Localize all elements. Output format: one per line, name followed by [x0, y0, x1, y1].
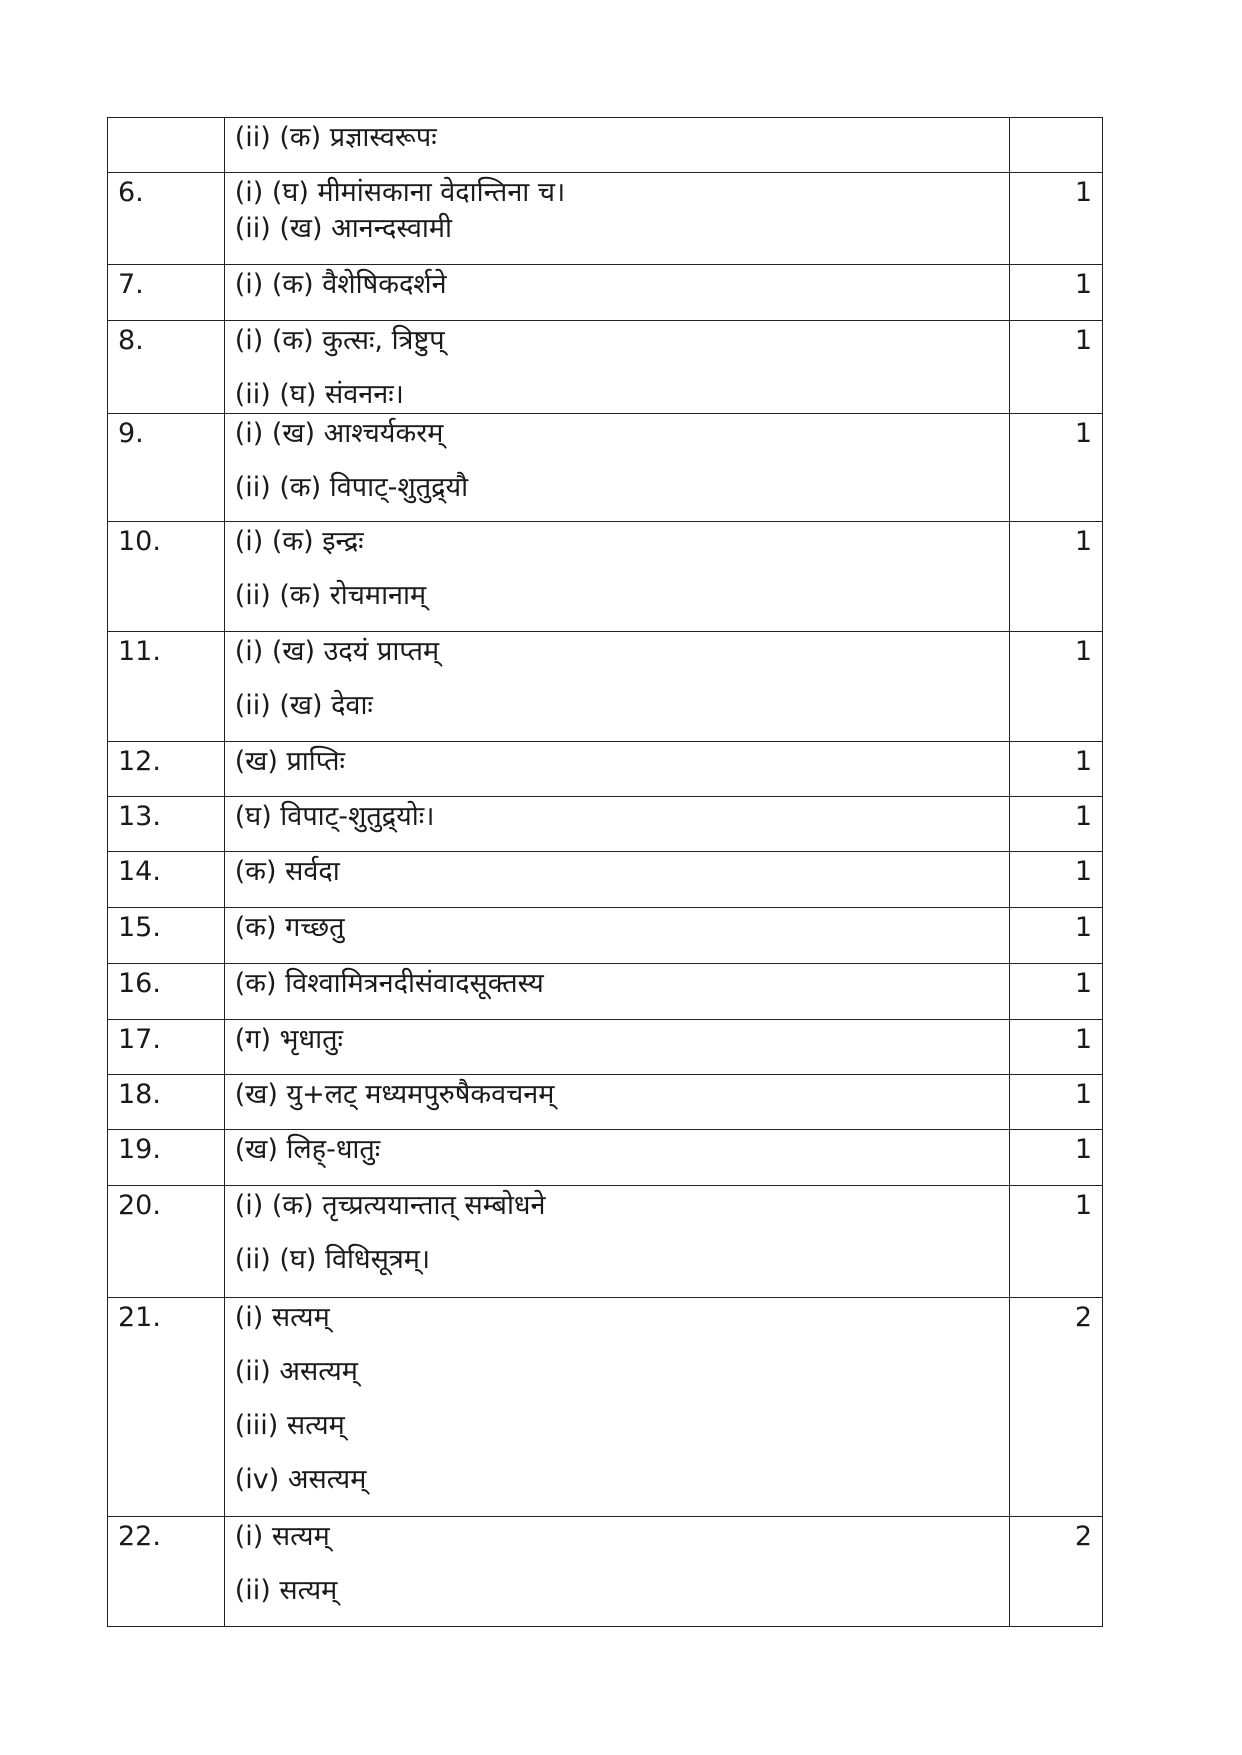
answer-line: (ii) सत्यम्: [234, 1575, 338, 1606]
answer-line: (क) विश्वामित्रनदीसंवादसूक्तस्य: [234, 968, 544, 999]
question-number: [108, 118, 225, 173]
answer-cell: [224, 265, 1010, 321]
answer-key-table: [107, 117, 1103, 1627]
answer-cell: [224, 1020, 1010, 1075]
answer-cell: [224, 1186, 1010, 1298]
answer-line: (ख) यु+लट् मध्यमपुरुषैकवचनम्: [234, 1079, 555, 1110]
answer-line: (क) सर्वदा: [234, 856, 340, 887]
answer-cell: [224, 964, 1010, 1020]
question-number: 14.: [108, 852, 225, 908]
question-number: 9.: [108, 414, 225, 522]
answer-cell: [224, 118, 1010, 173]
answer-line: (i) (क) तृच्प्रत्ययान्तात् सम्बोधने: [234, 1190, 546, 1221]
marks-cell: [1010, 118, 1103, 173]
answer-line: (iv) असत्यम्: [234, 1464, 367, 1495]
answer-line: (क) गच्छतु: [234, 912, 345, 943]
answer-row: [108, 964, 1103, 1020]
answer-line: (ii) असत्यम्: [234, 1356, 358, 1387]
answer-line: (i) सत्यम्: [234, 1521, 330, 1552]
marks-cell: 1: [1010, 852, 1103, 908]
answer-line: (i) (घ) मीमांसकाना वेदान्तिना च।: [234, 177, 566, 208]
answer-row: [108, 797, 1103, 852]
question-number: 6.: [108, 173, 225, 265]
answer-cell: [224, 908, 1010, 964]
question-number: 19.: [108, 1130, 225, 1186]
marks-cell: 2: [1010, 1298, 1103, 1517]
marks-cell: 1: [1010, 1130, 1103, 1186]
answer-row: [108, 1186, 1103, 1298]
question-number: 20.: [108, 1186, 225, 1298]
answer-line: (ख) लिह्-धातुः: [234, 1134, 381, 1165]
question-number: 18.: [108, 1075, 225, 1130]
answer-cell: [224, 1075, 1010, 1130]
answer-line: (ii) (क) प्रज्ञास्वरूपः: [234, 122, 437, 153]
answer-line: (ii) (घ) संवननः।: [234, 379, 404, 410]
answer-row: [108, 522, 1103, 632]
answer-row: [108, 852, 1103, 908]
answer-line: (ii) (ख) आनन्दस्वामी: [234, 213, 452, 244]
marks-cell: 1: [1010, 522, 1103, 632]
answer-row: [108, 321, 1103, 414]
answer-line: (ii) (ख) देवाः: [234, 690, 373, 721]
answer-cell: [224, 1298, 1010, 1517]
question-number: 10.: [108, 522, 225, 632]
answer-row: [108, 173, 1103, 265]
marks-cell: 1: [1010, 1186, 1103, 1298]
answer-row: [108, 118, 1103, 173]
question-number: 22.: [108, 1517, 225, 1627]
marks-cell: 1: [1010, 797, 1103, 852]
answer-line: (i) (क) वैशेषिकदर्शने: [234, 269, 447, 300]
question-number: 12.: [108, 742, 225, 797]
marks-cell: 1: [1010, 414, 1103, 522]
answer-cell: [224, 632, 1010, 742]
marks-cell: 1: [1010, 742, 1103, 797]
answer-row: [108, 414, 1103, 522]
answer-row: [108, 1130, 1103, 1186]
question-number: 8.: [108, 321, 225, 414]
marks-cell: 2: [1010, 1517, 1103, 1627]
marks-cell: 1: [1010, 1020, 1103, 1075]
answer-row: [108, 265, 1103, 321]
answer-cell: [224, 414, 1010, 522]
answer-line: (ii) (क) रोचमानाम्: [234, 580, 427, 611]
answer-row: [108, 632, 1103, 742]
answer-line: (i) (ख) उदयं प्राप्तम्: [234, 636, 440, 667]
answer-line: (iii) सत्यम्: [234, 1410, 345, 1441]
answer-row: [108, 1298, 1103, 1517]
question-number: 11.: [108, 632, 225, 742]
marks-cell: 1: [1010, 173, 1103, 265]
answer-line: (i) (क) कुत्सः, त्रिष्टुप्: [234, 325, 445, 356]
marks-cell: 1: [1010, 908, 1103, 964]
answer-cell: [224, 173, 1010, 265]
answer-cell: [224, 797, 1010, 852]
answer-line: (ii) (क) विपाट्-शुतुद्र्यौ: [234, 472, 469, 503]
marks-cell: 1: [1010, 1075, 1103, 1130]
answer-row: [108, 1517, 1103, 1627]
answer-row: [108, 1075, 1103, 1130]
marks-cell: 1: [1010, 321, 1103, 414]
marks-cell: 1: [1010, 265, 1103, 321]
answer-cell: [224, 742, 1010, 797]
answer-key-body: [108, 118, 1103, 1627]
answer-cell: [224, 852, 1010, 908]
answer-line: (ii) (घ) विधिसूत्रम्।: [234, 1244, 431, 1275]
marks-cell: 1: [1010, 964, 1103, 1020]
answer-row: [108, 742, 1103, 797]
marks-cell: 1: [1010, 632, 1103, 742]
answer-row: [108, 908, 1103, 964]
answer-line: (i) सत्यम्: [234, 1302, 330, 1333]
answer-cell: [224, 522, 1010, 632]
answer-cell: [224, 1130, 1010, 1186]
answer-cell: [224, 321, 1010, 414]
answer-cell: [224, 1517, 1010, 1627]
answer-line: (i) (क) इन्द्रः: [234, 526, 364, 557]
question-number: 16.: [108, 964, 225, 1020]
answer-row: [108, 1020, 1103, 1075]
answer-line: (ग) भृधातुः: [234, 1024, 343, 1055]
question-number: 7.: [108, 265, 225, 321]
question-number: 13.: [108, 797, 225, 852]
answer-line: (i) (ख) आश्चर्यकरम्: [234, 418, 444, 449]
answer-line: (घ) विपाट्-शुतुद्र्योः।: [234, 801, 435, 832]
question-number: 21.: [108, 1298, 225, 1517]
answer-line: (ख) प्राप्तिः: [234, 746, 345, 777]
question-number: 15.: [108, 908, 225, 964]
question-number: 17.: [108, 1020, 225, 1075]
